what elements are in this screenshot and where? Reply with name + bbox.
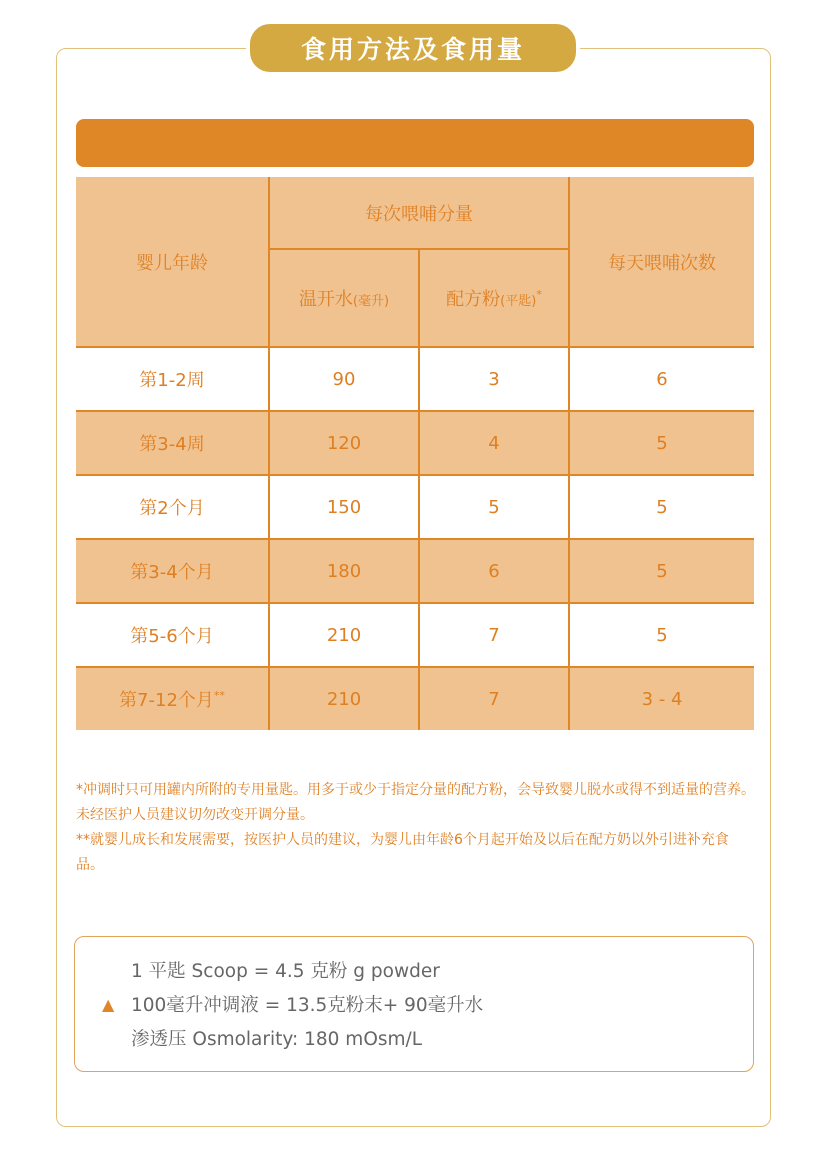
header-water-label: 温开水 [298,289,353,310]
cell-water: 90 [269,347,419,411]
header-powder-mark: * [536,288,542,301]
cell-age: 第1-2周 [76,347,269,411]
table-row [76,667,754,730]
footnotes [76,778,756,878]
cell-daily: 6 [569,347,754,411]
cell-powder: 4 [419,411,569,475]
cell-age-mark: ** [213,689,225,702]
cell-water: 150 [269,475,419,539]
cell-water: 180 [269,539,419,603]
table-row [76,475,754,539]
info-mixture: 100毫升冲调液 = 13.5克粉末+ 90毫升水 [131,995,484,1016]
cell-daily: 3 - 4 [569,667,754,730]
cell-daily: 5 [569,411,754,475]
orange-header-bar [76,119,754,167]
triangle-icon: ▲ [102,995,115,1014]
cell-age: 第3-4个月 [76,539,269,603]
header-water [269,249,419,347]
header-powder [419,249,569,347]
cell-powder: 6 [419,539,569,603]
cell-daily: 5 [569,539,754,603]
cell-water: 120 [269,411,419,475]
cell-powder: 5 [419,475,569,539]
feeding-table [76,177,754,730]
cell-water: 210 [269,603,419,667]
cell-powder: 7 [419,603,569,667]
header-age: 婴儿年龄 [76,177,269,347]
cell-age-label: 第7-12个月 [119,690,214,711]
table-row [76,539,754,603]
cell-daily: 5 [569,475,754,539]
header-per-feed: 每次喂哺分量 [269,177,569,249]
table-row [76,603,754,667]
footnote-double-star: **就婴儿成长和发展需要，按医护人员的建议，为婴儿由年龄6个月起开始及以后在配方奶以外引进补充食品。 [76,832,729,873]
info-scoop: 1 平匙 Scoop = 4.5 克粉 g powder [131,961,440,982]
header-water-unit: (毫升) [352,294,390,309]
page-title: 食用方法及食用量 [246,20,580,76]
header-powder-label: 配方粉 [446,289,501,310]
info-osmolarity: 渗透压 Osmolarity: 180 mOsm/L [131,1029,423,1050]
table-row [76,411,754,475]
footnote-single-star: *冲调时只可用罐内所附的专用量匙。用多于或少于指定分量的配方粉，会导致婴儿脱水或得不到适量的营养。未经医护人员建议切勿改变开调分量。 [76,782,755,823]
cell-daily: 5 [569,603,754,667]
cell-age: 第5-6个月 [76,603,269,667]
cell-age: 第2个月 [76,475,269,539]
cell-powder: 3 [419,347,569,411]
info-box [74,936,754,1072]
header-daily: 每天喂哺次数 [569,177,754,347]
cell-age [76,667,269,730]
cell-powder: 7 [419,667,569,730]
header-powder-unit: (平匙) [500,294,537,309]
cell-age: 第3-4周 [76,411,269,475]
cell-water: 210 [269,667,419,730]
table-row [76,347,754,411]
